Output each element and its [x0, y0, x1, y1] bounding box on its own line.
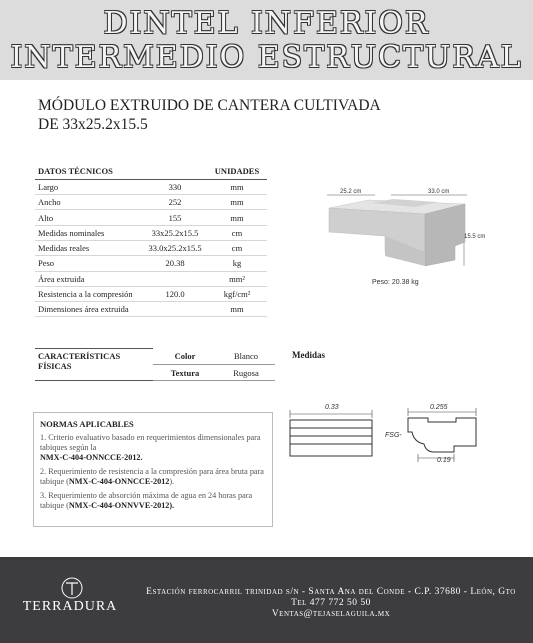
norm-item-1-code: NMX-C-404-ONNCCE-2012	[40, 453, 141, 462]
table-row	[35, 286, 267, 301]
row-label: Área extruida	[35, 271, 143, 286]
norm-item-3-text: 3. Requerimiento de absorción máxima de agua en 24 horas para tabique (	[40, 491, 253, 510]
front-width-label: 0.33	[325, 404, 339, 411]
color-value: Blanco	[217, 349, 275, 365]
physical-characteristics-table	[35, 348, 275, 381]
table-row	[35, 271, 267, 286]
texture-value: Rugosa	[217, 365, 275, 381]
tech-heading: DATOS TÉCNICOS	[35, 164, 143, 179]
table-row	[35, 240, 267, 255]
row-unit: mm²	[207, 271, 267, 286]
row-value	[143, 302, 207, 317]
norm-item-3: 3. Requerimiento de absorción máxima de agua en 24 horas para tabique (NMX-C-404-ONNVVE-2012).	[40, 491, 253, 510]
row-unit: cm	[207, 240, 267, 255]
row-unit: mm	[207, 179, 267, 194]
row-unit: kg	[207, 256, 267, 271]
row-value: 120.0	[143, 286, 207, 301]
row-label: Ancho	[35, 195, 143, 210]
table-row	[35, 225, 267, 240]
norm-item-1: 1. Criterio evaluativo basado en requerimientos dimensionales para tabiques según la NMX-C-404-ONNCCE-2012.	[40, 433, 261, 462]
page-title-line1: DINTEL INFERIOR	[103, 6, 430, 41]
render-height-label: 15.5 cm	[464, 234, 486, 240]
row-label: Alto	[35, 210, 143, 225]
footer-email: Ventas@tejaselaguila.mx	[271, 609, 391, 619]
table-row	[35, 349, 275, 365]
color-label: Color	[153, 349, 217, 365]
norm-item-3-code: NMX-C-404-ONNVVE-2012	[68, 501, 170, 510]
footer-address: Estación ferrocarril trinidad s/n - Santa Ana del Conde - C.P. 37680 - León, Gto	[146, 587, 516, 597]
row-value: 33.0x25.2x15.5	[143, 240, 207, 255]
row-value	[143, 271, 207, 286]
table-row	[35, 179, 267, 194]
row-unit: kgf/cm²	[207, 286, 267, 301]
subtitle-line2: DE 33x25.2x15.5	[38, 116, 148, 133]
table-row	[35, 256, 267, 271]
row-label: Medidas nominales	[35, 225, 143, 240]
row-unit: mm	[207, 210, 267, 225]
row-unit: mm	[207, 195, 267, 210]
page-title-line2: INTERMEDIO ESTRUCTURAL	[10, 40, 523, 75]
row-label: Dimensiones área extruida	[35, 302, 143, 317]
norm-item-2: 2. Requerimiento de resistencia a la compresión para área bruta para tabique (NMX-C-404-ONNCCE-2012).	[40, 467, 264, 486]
side-height-label: FSG-	[385, 432, 402, 439]
tech-data-table	[35, 164, 267, 317]
norm-item-2-text: 2. Requerimiento de resistencia a la compresión para área bruta para tabique (	[40, 467, 264, 486]
side-bottom-label: 0.19	[437, 457, 451, 464]
tech-table-header	[35, 164, 267, 179]
physical-heading: CARACTERÍSTICAS FÍSICAS	[35, 349, 153, 381]
norms-heading: NORMAS APLICABLES	[40, 419, 134, 429]
render-weight-label: Peso: 20.38 kg	[372, 279, 419, 286]
norms-box	[33, 412, 273, 527]
render-length-label: 33.0 cm	[428, 189, 450, 195]
brand-name: TERRADURA	[22, 599, 118, 614]
lintel-3d-render	[325, 186, 485, 276]
row-label: Resistencia a la compresión	[35, 286, 143, 301]
table-row	[35, 302, 267, 317]
texture-label: Textura	[153, 365, 217, 381]
measures-heading: Medidas	[292, 350, 326, 360]
row-unit: cm	[207, 225, 267, 240]
side-width-label: 0.255	[430, 404, 448, 411]
render-width-label: 25.2 cm	[340, 189, 362, 195]
product-subtitle	[38, 96, 381, 134]
row-label: Largo	[35, 179, 143, 194]
table-row	[35, 210, 267, 225]
table-row	[35, 195, 267, 210]
row-value: 20.38	[143, 256, 207, 271]
row-value: 155	[143, 210, 207, 225]
row-value: 252	[143, 195, 207, 210]
units-heading: UNIDADES	[207, 164, 267, 179]
row-value: 33x25.2x15.5	[143, 225, 207, 240]
row-unit: mm	[207, 302, 267, 317]
norm-item-1-text: 1. Criterio evaluativo basado en requerimientos dimensionales para tabiques según la	[40, 433, 261, 452]
row-value: 330	[143, 179, 207, 194]
terradura-logo-icon	[12, 576, 132, 600]
subtitle-line1: MÓDULO EXTRUIDO DE CANTERA CULTIVADA	[38, 97, 381, 114]
footer-phone: Tel 477 772 50 50	[291, 598, 371, 608]
row-label: Peso	[35, 256, 143, 271]
tech-header-empty	[143, 164, 207, 179]
norm-item-2-code: NMX-C-404-ONNCCE-2012	[68, 477, 170, 486]
row-label: Medidas reales	[35, 240, 143, 255]
